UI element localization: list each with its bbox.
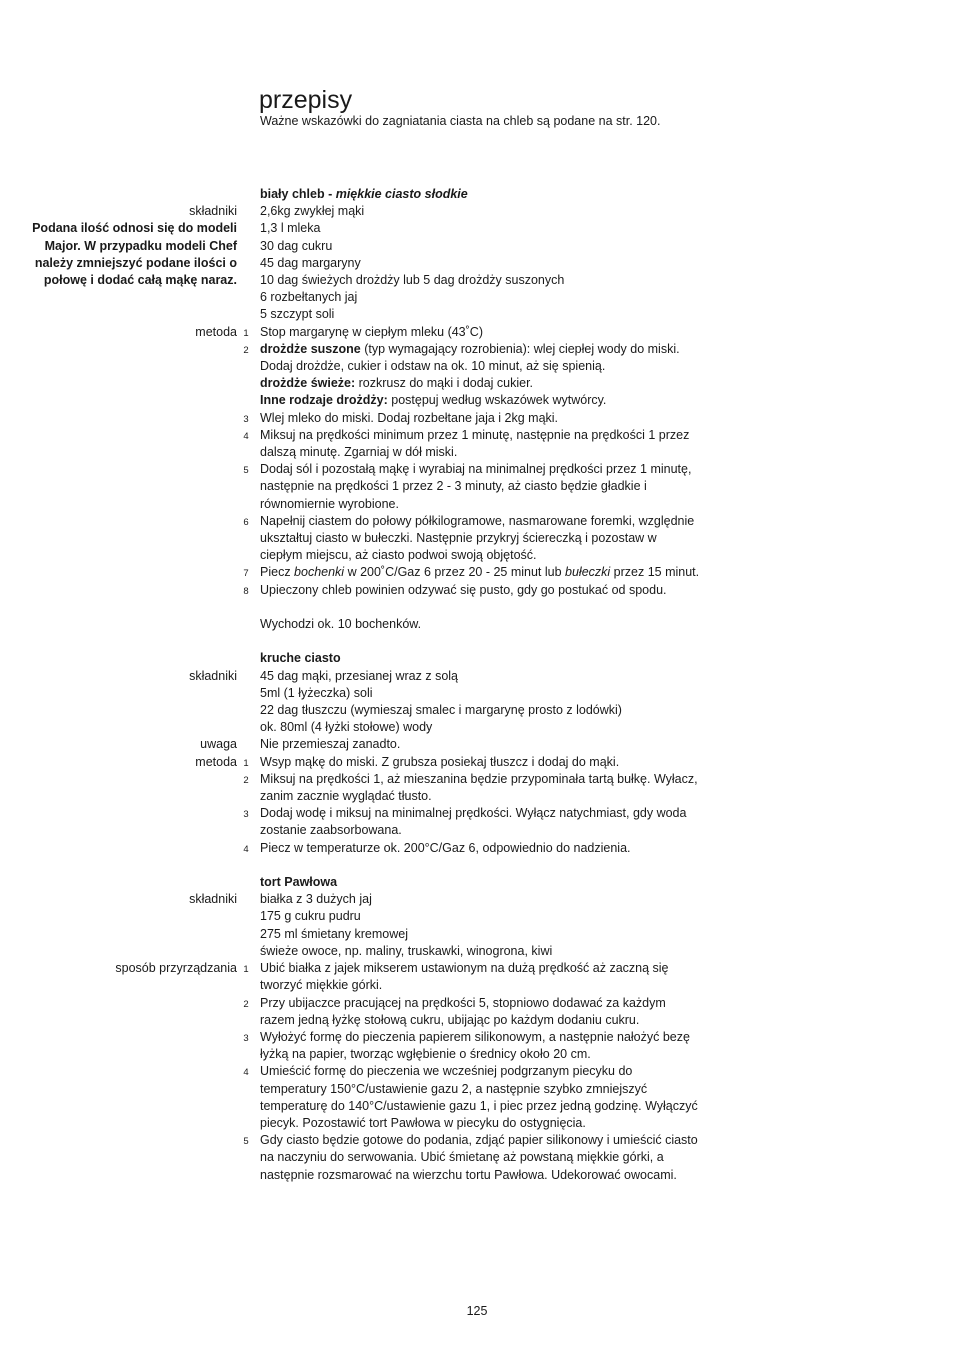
pavlova-ingredient-row	[0, 908, 954, 925]
pavlova-step	[0, 1029, 954, 1063]
shortcrust-note-label: uwaga	[200, 737, 237, 752]
pavlova-ingredient-row	[0, 926, 954, 943]
shortcrust-ingredient-row	[0, 719, 954, 736]
step-text: Wlej mleko do miski. Dodaj rozbełtane jaja i 2kg mąki.	[260, 410, 559, 425]
step-number: 7	[243, 568, 249, 580]
bread-step	[0, 427, 954, 461]
step-text: Stop margarynę w ciepłym mleku (43˚C)	[260, 324, 483, 339]
step-text: Miksuj na prędkości 1, aż mieszanina będzie przypominała tartą bułkę. Wyłacz, zanim zacznie wyglądać tłusto.	[260, 771, 698, 804]
shortcrust-ingredient: 45 dag mąki, przesianej wraz z solą	[260, 668, 459, 683]
step-number: 1	[243, 964, 249, 976]
bread-step	[0, 461, 954, 513]
pavlova-step	[0, 1132, 954, 1184]
bread-step	[0, 513, 954, 565]
step-text: Wyłożyć formę do pieczenia papierem silikonowym, a następnie nałożyć bezę łyżką na papier, tworząc wgłębienie o średnicy około 20 cm.	[260, 1029, 690, 1062]
fresh-yeast-instruction: drożdże świeże: rozkrusz do mąki i dodaj cukier.	[260, 376, 534, 391]
step-number: 5	[243, 1136, 249, 1148]
step-text: Umieścić formę do pieczenia we wcześniej podgrzanym piecyku do temperatury 150°C/ustawienie gazu 2, a następnie szybko zmniejszyć temperaturę do 140°C/ustawienie gazu 1, i piec przez jedną godzinę. Wyłączyć piecyk. Pozostawić tort Pawłowa w piecyku do ostygnięcia.	[260, 1064, 698, 1130]
step-number: 8	[243, 585, 249, 597]
step-text: Gdy ciasto będzie gotowe do podania, zdjąć papier silikonowy i umieścić ciasto na naczyniu do serwowania. Ubić śmietanę aż powstaną miękkie górki, a następnie rozsmarować na wierzchu tortu Pawłowa. Udekorować owocami.	[260, 1133, 698, 1182]
pavlova-ingredient-row	[0, 943, 954, 960]
pavlova-ingredient: białka z 3 dużych jaj	[260, 892, 372, 907]
step-number: 1	[243, 757, 249, 769]
pavlova-ingredient: świeże owoce, np. maliny, truskawki, winogrona, kiwi	[260, 943, 553, 958]
step-text: Wsyp mąkę do miski. Z grubsza posiekaj tłuszcz i dodaj do mąki.	[260, 754, 620, 769]
bread-ingredient-row	[0, 272, 954, 289]
pavlova-title-row	[0, 874, 954, 891]
step-number: 4	[243, 843, 249, 855]
step-text: Miksuj na prędkości minimum przez 1 minutę, następnie na prędkości 1 przez dalszą minutę. Zgarniaj w dół miski.	[260, 427, 690, 460]
shortcrust-ingredient: 22 dag tłuszczu (wymieszaj smalec i margarynę prosto z lodówki)	[260, 703, 622, 718]
spacer	[0, 633, 954, 650]
shortcrust-ingredient-row	[0, 702, 954, 719]
bread-recipe-subtitle: miękkie ciasto słodkie	[335, 187, 468, 201]
spacer	[0, 857, 954, 874]
bread-yield: Wychodzi ok. 10 bochenków.	[260, 617, 422, 632]
step-number: 2	[243, 344, 249, 356]
bread-ingredient: 30 dag cukru	[260, 238, 333, 253]
bread-ingredient: 6 rozbełtanych jaj	[260, 290, 358, 305]
spacer	[0, 599, 954, 616]
bread-ingredient-row	[0, 306, 954, 323]
step-number: 3	[243, 809, 249, 821]
pavlova-step	[0, 1063, 954, 1132]
step-number: 4	[243, 1067, 249, 1079]
pavlova-ingredient-row	[0, 891, 954, 908]
shortcrust-ingredient-row	[0, 668, 954, 685]
bread-ingredient: 2,6kg zwykłej mąki	[260, 204, 365, 219]
shortcrust-ingredient-row	[0, 685, 954, 702]
shortcrust-note-row	[0, 736, 954, 753]
pavlova-recipe-title: tort Pawłowa	[260, 875, 338, 890]
pavlova-ingredient: 175 g cukru pudru	[260, 909, 361, 924]
bread-quantity-note: Podana ilość odnosi się do modeli Major. W przypadku modeli Chef należy zmniejszyć podane ilości o połowę i dodać całą mąkę naraz.	[32, 221, 237, 288]
bread-step	[0, 324, 954, 341]
bread-yield-row	[0, 616, 954, 633]
bread-ingredient: 45 dag margaryny	[260, 255, 361, 270]
step-number: 1	[243, 327, 249, 339]
step-text: Dodaj wodę i miksuj na minimalnej prędkości. Wyłącz natychmiast, gdy woda zostanie zaabsorbowana.	[260, 806, 687, 838]
bread-step	[0, 341, 954, 410]
bread-recipe-title: biały chleb - miękkie ciasto słodkie	[260, 187, 468, 201]
bread-ingredient: 1,3 l mleka	[260, 221, 321, 236]
step-number: 6	[243, 516, 249, 528]
other-yeast-instruction: Inne rodzaje drożdży: postępuj według wskazówek wytwórcy.	[260, 393, 607, 408]
step-text: Piecz w temperaturze ok. 200°C/Gaz 6, odpowiednio do nadzienia.	[260, 840, 631, 855]
shortcrust-ingredient: 5ml (1 łyżeczka) soli	[260, 685, 373, 700]
pavlova-ingredients-label: składniki	[189, 892, 237, 907]
step-text: Ubić białka z jajek mikserem ustawionym na dużą prędkość aż zaczną się tworzyć miękkie górki.	[260, 961, 669, 993]
bread-ingredient-row	[0, 203, 954, 220]
bread-step	[0, 564, 954, 581]
shortcrust-ingredient: ok. 80ml (4 łyżki stołowe) wody	[260, 720, 433, 735]
step-number: 5	[243, 465, 249, 477]
pavlova-step	[0, 995, 954, 1029]
shortcrust-recipe-title: kruche ciasto	[260, 651, 341, 666]
pavlova-step	[0, 960, 954, 994]
step-text	[260, 341, 700, 410]
bread-ingredients-label: składniki	[189, 204, 237, 219]
bread-ingredient-row	[0, 255, 954, 272]
shortcrust-step	[0, 771, 954, 805]
bread-recipe-title-row	[0, 186, 954, 203]
shortcrust-step	[0, 754, 954, 771]
step-number: 4	[243, 430, 249, 442]
shortcrust-note: Nie przemieszaj zanadto.	[260, 737, 401, 752]
pavlova-method-label: sposób przyrządzania	[115, 961, 237, 976]
step-number: 2	[243, 998, 249, 1010]
recipes-content	[0, 186, 954, 1184]
step-text: Przy ubijaczce pracującej na prędkości 5, stopniowo dodawać za każdym razem jedną łyżkę stołową cukru, ubijając po każdym dodaniu cukru.	[260, 995, 666, 1027]
bread-step	[0, 582, 954, 599]
step-text: Piecz bochenki w 200˚C/Gaz 6 przez 20 - 25 minut lub bułeczki przez 15 minut.	[260, 565, 700, 580]
shortcrust-step	[0, 840, 954, 857]
page-title: przepisy	[259, 86, 353, 114]
step-text: Napełnij ciastem do połowy półkilogramowe, nasmarowane foremki, względnie ukształtuj ciasto w bułeczki. Następnie przykryj ściereczką i pozostaw w ciepłym miejscu, aż ciasto podwoi swoją objętość.	[260, 513, 695, 563]
pavlova-ingredient: 275 ml śmietany kremowej	[260, 926, 408, 941]
page-subtitle: Ważne wskazówki do zagniatania ciasta na chleb są podane na str. 120.	[260, 114, 661, 128]
bread-ingredient: 10 dag świeżych drożdży lub 5 dag drożdży suszonych	[260, 273, 565, 288]
bread-ingredient-row	[0, 289, 954, 306]
shortcrust-ingredients-label: składniki	[189, 668, 237, 683]
step-text: Dodaj sól i pozostałą mąkę i wyrabiaj na minimalnej prędkości przez 1 minutę, następnie na prędkości 1 przez 2 - 3 minuty, aż ciasto będzie gładkie i równomiernie wyrobione.	[260, 462, 692, 511]
page-number: 125	[466, 1304, 488, 1318]
step-number: 3	[243, 413, 249, 425]
step-text: Upieczony chleb powinien odzywać się pusto, gdy go postukać od spodu.	[260, 582, 667, 597]
bread-step	[0, 410, 954, 427]
shortcrust-title-row	[0, 650, 954, 667]
step-number: 3	[243, 1032, 249, 1044]
step-number: 2	[243, 774, 249, 786]
bread-method-label: metoda	[195, 324, 237, 339]
bread-ingredient-row	[0, 238, 954, 255]
dry-yeast-instruction: drożdże suszone (typ wymagający rozrobienia): wlej ciepłej wody do miski. Dodaj drożdże, cukier i odstaw na ok. 10 minut, aż się spienią.	[260, 341, 680, 374]
shortcrust-step	[0, 805, 954, 839]
bread-ingredient: 5 szczypt soli	[260, 307, 335, 322]
shortcrust-method-label: metoda	[195, 754, 237, 769]
